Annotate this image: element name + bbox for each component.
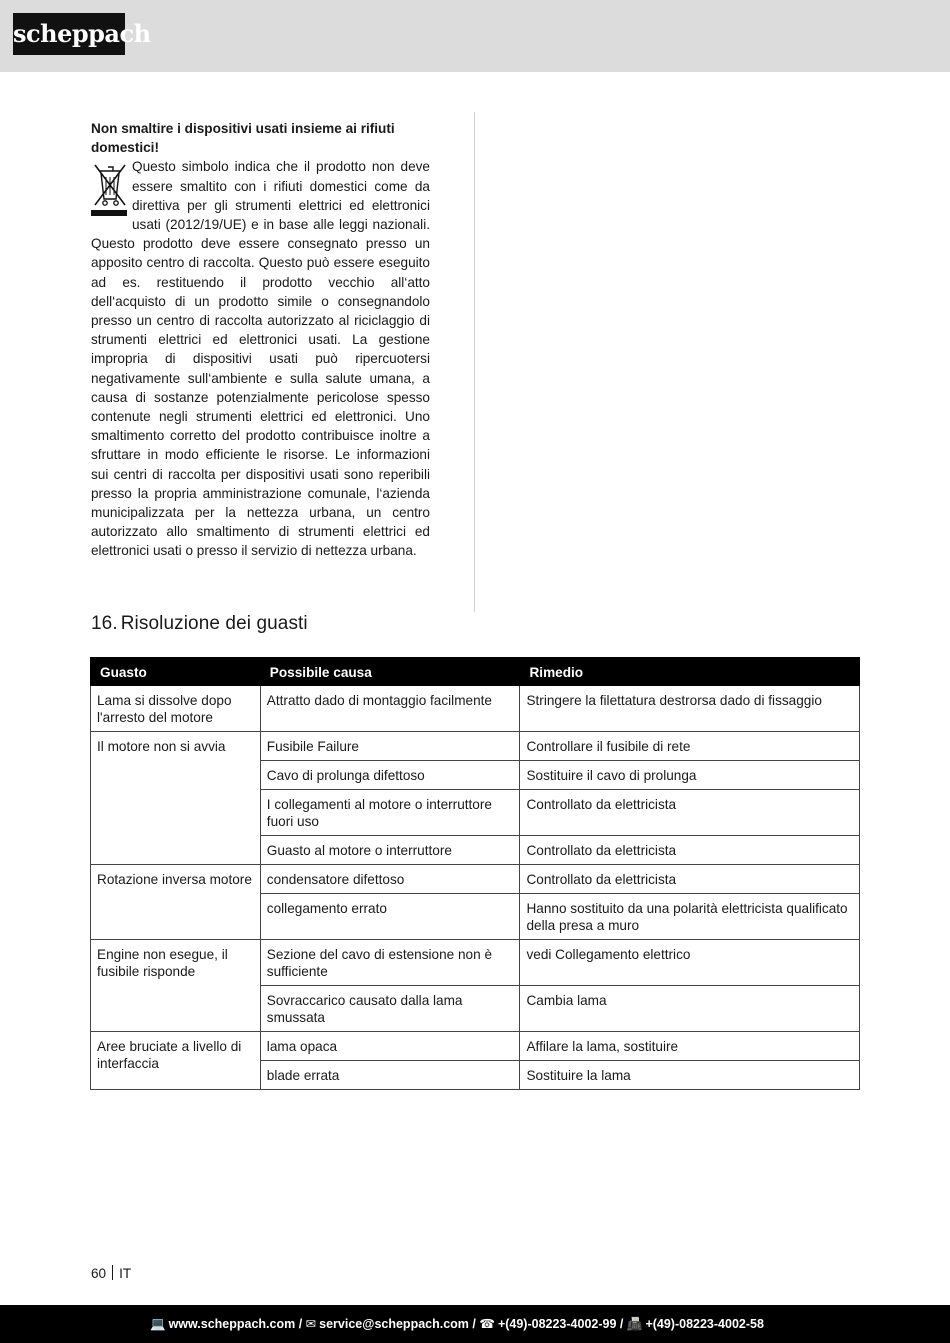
table-row <box>91 865 860 894</box>
remedy-cell: Controllato da elettricista <box>520 836 860 865</box>
page-language: IT <box>119 1266 132 1281</box>
cause-cell: Sovraccarico causato dalla lama smussata <box>260 986 520 1032</box>
section-heading <box>91 613 308 635</box>
computer-icon: 💻 <box>150 1317 166 1331</box>
disposal-notice <box>91 119 430 561</box>
cause-cell: Cavo di prolunga difettoso <box>260 761 520 790</box>
remedy-cell: Sostituire la lama <box>520 1061 860 1090</box>
header-fault: Guasto <box>91 658 261 686</box>
footer-phone: +(49)-08223-4002-99 / <box>497 1317 624 1331</box>
footer-website[interactable]: www.scheppach.com / <box>168 1317 303 1331</box>
notice-text: Questo simbolo indica che il prodotto non deve essere smaltito con i rifiuti domestici come da direttiva per gli strumenti elettrici ed elettronici usati (2012/19/UE) e in base alle leggi nazionali. Questo prodotto deve essere consegnato presso un apposito centro di raccolta. Questo può essere eseguito ad es. restituendo il prodotto vecchio all‘atto dell‘acquisto di un prodotto simile o consegnandolo presso un centro di raccolta autorizzato al riciclaggio di strumenti elettrici ed elettronici usati. La gestione impropria di dispositivi usati può ripercuotersi negativamente sull‘ambiente e sulla salute umana, a causa di sostanze potenzialmente pericolose spesso contenute negli strumenti elettrici ed elettronici. Uno smaltimento corretto del prodotto contribuisce inoltre a sfruttare in modo efficiente le risorse. Le informazioni sui centri di raccolta per dispositivi usati sono reperibili presso la propria amministrazione comunale, l‘azienda municipalizzata per la nettezza urbana, un centro autorizzato allo smaltimento di strumenti elettrici ed elettronici usati o presso il servizio di nettezza urbana. <box>91 159 430 559</box>
fault-cell: Rotazione inversa motore <box>91 865 261 940</box>
section-title: Risoluzione dei guasti <box>120 613 308 634</box>
cause-cell: Guasto al motore o interruttore <box>260 836 520 865</box>
envelope-icon: ✉ <box>305 1317 317 1331</box>
footer-email[interactable]: service@scheppach.com / <box>319 1317 476 1331</box>
remedy-cell: Affilare la lama, sostituire <box>520 1032 860 1061</box>
scheppach-logo: scheppach <box>13 13 125 55</box>
column-divider <box>474 112 475 612</box>
fault-cell: Aree bruciate a livello di interfaccia <box>91 1032 261 1090</box>
cause-cell: lama opaca <box>260 1032 520 1061</box>
page-number-divider <box>112 1265 113 1280</box>
table-row <box>91 686 860 732</box>
crossed-out-wheelie-bin-icon <box>91 161 129 217</box>
cause-cell: condensatore difettoso <box>260 865 520 894</box>
fax-icon: 📠 <box>626 1317 643 1331</box>
fault-cell: Lama si dissolve dopo l'arresto del motore <box>91 686 261 732</box>
section-number: 16. <box>91 613 118 634</box>
cause-cell: blade errata <box>260 1061 520 1090</box>
cause-cell: Attratto dado di montaggio facilmente <box>260 686 520 732</box>
remedy-cell: vedi Collegamento elettrico <box>520 940 860 986</box>
remedy-cell: Stringere la filettatura destrorsa dado di fissaggio <box>520 686 860 732</box>
remedy-cell: Sostituire il cavo di prolunga <box>520 761 860 790</box>
cause-cell: Sezione del cavo di estensione non è sufficiente <box>260 940 520 986</box>
remedy-cell: Controllato da elettricista <box>520 865 860 894</box>
remedy-cell: Hanno sostituito da una polarità elettricista qualificato della presa a muro <box>520 894 860 940</box>
header-band <box>0 0 950 72</box>
footer-band <box>0 1305 950 1343</box>
fault-cell: Engine non esegue, il fusibile risponde <box>91 940 261 1032</box>
table-row <box>91 732 860 761</box>
table-header-row <box>91 658 860 686</box>
cause-cell: collegamento errato <box>260 894 520 940</box>
remedy-cell: Controllare il fusibile di rete <box>520 732 860 761</box>
fault-cell: Il motore non si avvia <box>91 732 261 865</box>
troubleshooting-table <box>90 657 860 1090</box>
remedy-cell: Controllato da elettricista <box>520 790 860 836</box>
table-row <box>91 940 860 986</box>
notice-title: Non smaltire i dispositivi usati insieme ai rifiuti domestici! <box>91 121 395 156</box>
page-number <box>91 1265 131 1281</box>
remedy-cell: Cambia lama <box>520 986 860 1032</box>
cause-cell: Fusibile Failure <box>260 732 520 761</box>
page-number-value: 60 <box>91 1266 107 1281</box>
header-cause: Possibile causa <box>260 658 520 686</box>
telephone-icon: ☎ <box>479 1317 495 1331</box>
cause-cell: I collegamenti al motore o interruttore fuori uso <box>260 790 520 836</box>
table-row <box>91 1032 860 1061</box>
header-remedy: Rimedio <box>520 658 860 686</box>
footer-fax: +(49)-08223-4002-58 <box>645 1317 764 1331</box>
